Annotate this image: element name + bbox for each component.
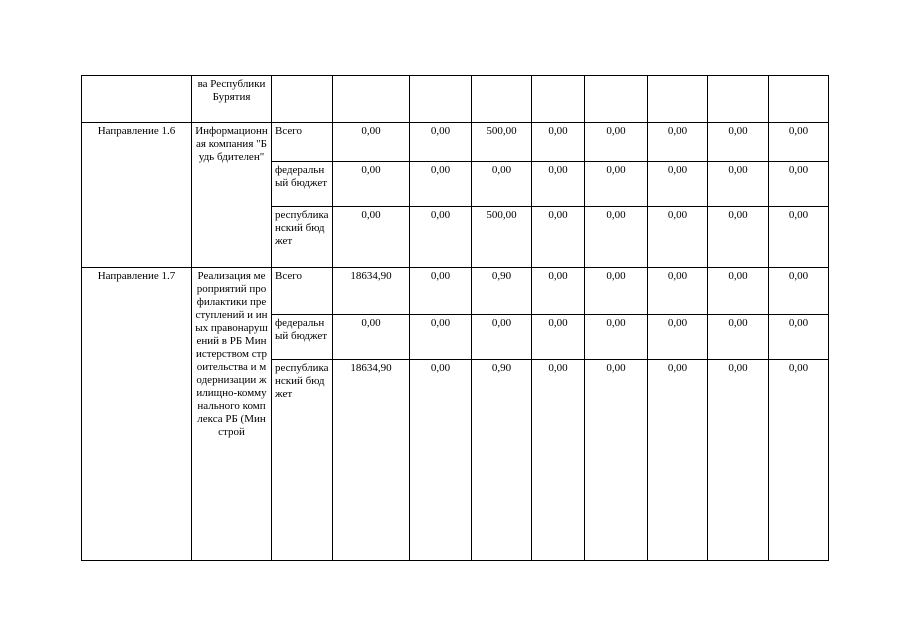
value-cell: 0,00 bbox=[648, 360, 708, 561]
value-cell: 0,00 bbox=[532, 360, 585, 561]
value-cell: 0,00 bbox=[585, 123, 648, 162]
value-cell: 0,00 bbox=[410, 123, 472, 162]
value-cell: 0,00 bbox=[410, 207, 472, 268]
value-cell: 0,00 bbox=[585, 360, 648, 561]
value-cell: 0,00 bbox=[769, 162, 829, 207]
value-cell: 0,00 bbox=[769, 268, 829, 315]
event-name-cell: Реализация мероприятий профилактики преступлений и иных правонарушений в РБ Министерством строительства и модернизации жилищно-коммунального комплекса РБ (Минстрой bbox=[192, 268, 272, 561]
value-cell: 0,00 bbox=[532, 315, 585, 360]
value-cell: 0,00 bbox=[708, 162, 769, 207]
value-cell bbox=[708, 76, 769, 123]
value-cell: 0,00 bbox=[708, 360, 769, 561]
value-cell: 500,00 bbox=[472, 207, 532, 268]
value-cell: 0,00 bbox=[648, 207, 708, 268]
direction-cell bbox=[82, 76, 192, 123]
value-cell: 0,00 bbox=[410, 315, 472, 360]
value-cell: 0,00 bbox=[333, 207, 410, 268]
value-cell: 0,00 bbox=[585, 162, 648, 207]
value-cell: 0,00 bbox=[648, 268, 708, 315]
value-cell: 0,00 bbox=[769, 123, 829, 162]
value-cell: 0,00 bbox=[532, 162, 585, 207]
table-row bbox=[82, 76, 829, 123]
source-cell: республиканский бюджет bbox=[272, 360, 333, 561]
value-cell: 0,00 bbox=[648, 123, 708, 162]
value-cell bbox=[410, 76, 472, 123]
value-cell: 0,00 bbox=[472, 162, 532, 207]
value-cell bbox=[333, 76, 410, 123]
value-cell: 0,00 bbox=[410, 162, 472, 207]
value-cell: 0,00 bbox=[532, 207, 585, 268]
direction-label-cell: Направление 1.7 bbox=[82, 268, 192, 561]
value-cell: 0,00 bbox=[410, 360, 472, 561]
budget-table bbox=[81, 75, 829, 561]
value-cell: 0,00 bbox=[585, 315, 648, 360]
value-cell: 0,00 bbox=[333, 123, 410, 162]
value-cell: 0,90 bbox=[472, 268, 532, 315]
value-cell: 0,00 bbox=[472, 315, 532, 360]
value-cell: 0,00 bbox=[708, 123, 769, 162]
source-cell bbox=[272, 76, 333, 123]
source-cell: республиканский бюджет bbox=[272, 207, 333, 268]
value-cell: 0,00 bbox=[769, 360, 829, 561]
source-cell: Всего bbox=[272, 123, 333, 162]
source-cell: Всего bbox=[272, 268, 333, 315]
event-name-cell: Информационная компания "Будь бдителен" bbox=[192, 123, 272, 268]
value-cell: 0,00 bbox=[708, 315, 769, 360]
value-cell: 0,00 bbox=[585, 268, 648, 315]
value-cell bbox=[532, 76, 585, 123]
event-name-cell: ва Республики Бурятия bbox=[192, 76, 272, 123]
value-cell: 0,00 bbox=[532, 123, 585, 162]
value-cell bbox=[472, 76, 532, 123]
value-cell: 0,00 bbox=[333, 162, 410, 207]
table-row bbox=[82, 268, 829, 315]
value-cell: 0,00 bbox=[708, 268, 769, 315]
table-row bbox=[82, 123, 829, 162]
value-cell bbox=[769, 76, 829, 123]
source-cell: федеральный бюджет bbox=[272, 162, 333, 207]
source-cell: федеральный бюджет bbox=[272, 315, 333, 360]
value-cell: 0,00 bbox=[333, 315, 410, 360]
value-cell: 500,00 bbox=[472, 123, 532, 162]
value-cell: 18634,90 bbox=[333, 268, 410, 315]
value-cell: 0,00 bbox=[708, 207, 769, 268]
value-cell: 0,90 bbox=[472, 360, 532, 561]
value-cell: 0,00 bbox=[410, 268, 472, 315]
value-cell: 0,00 bbox=[648, 315, 708, 360]
value-cell bbox=[648, 76, 708, 123]
value-cell: 0,00 bbox=[769, 315, 829, 360]
value-cell: 18634,90 bbox=[333, 360, 410, 561]
direction-label-cell: Направление 1.6 bbox=[82, 123, 192, 268]
value-cell bbox=[585, 76, 648, 123]
value-cell: 0,00 bbox=[532, 268, 585, 315]
value-cell: 0,00 bbox=[648, 162, 708, 207]
value-cell: 0,00 bbox=[769, 207, 829, 268]
value-cell: 0,00 bbox=[585, 207, 648, 268]
